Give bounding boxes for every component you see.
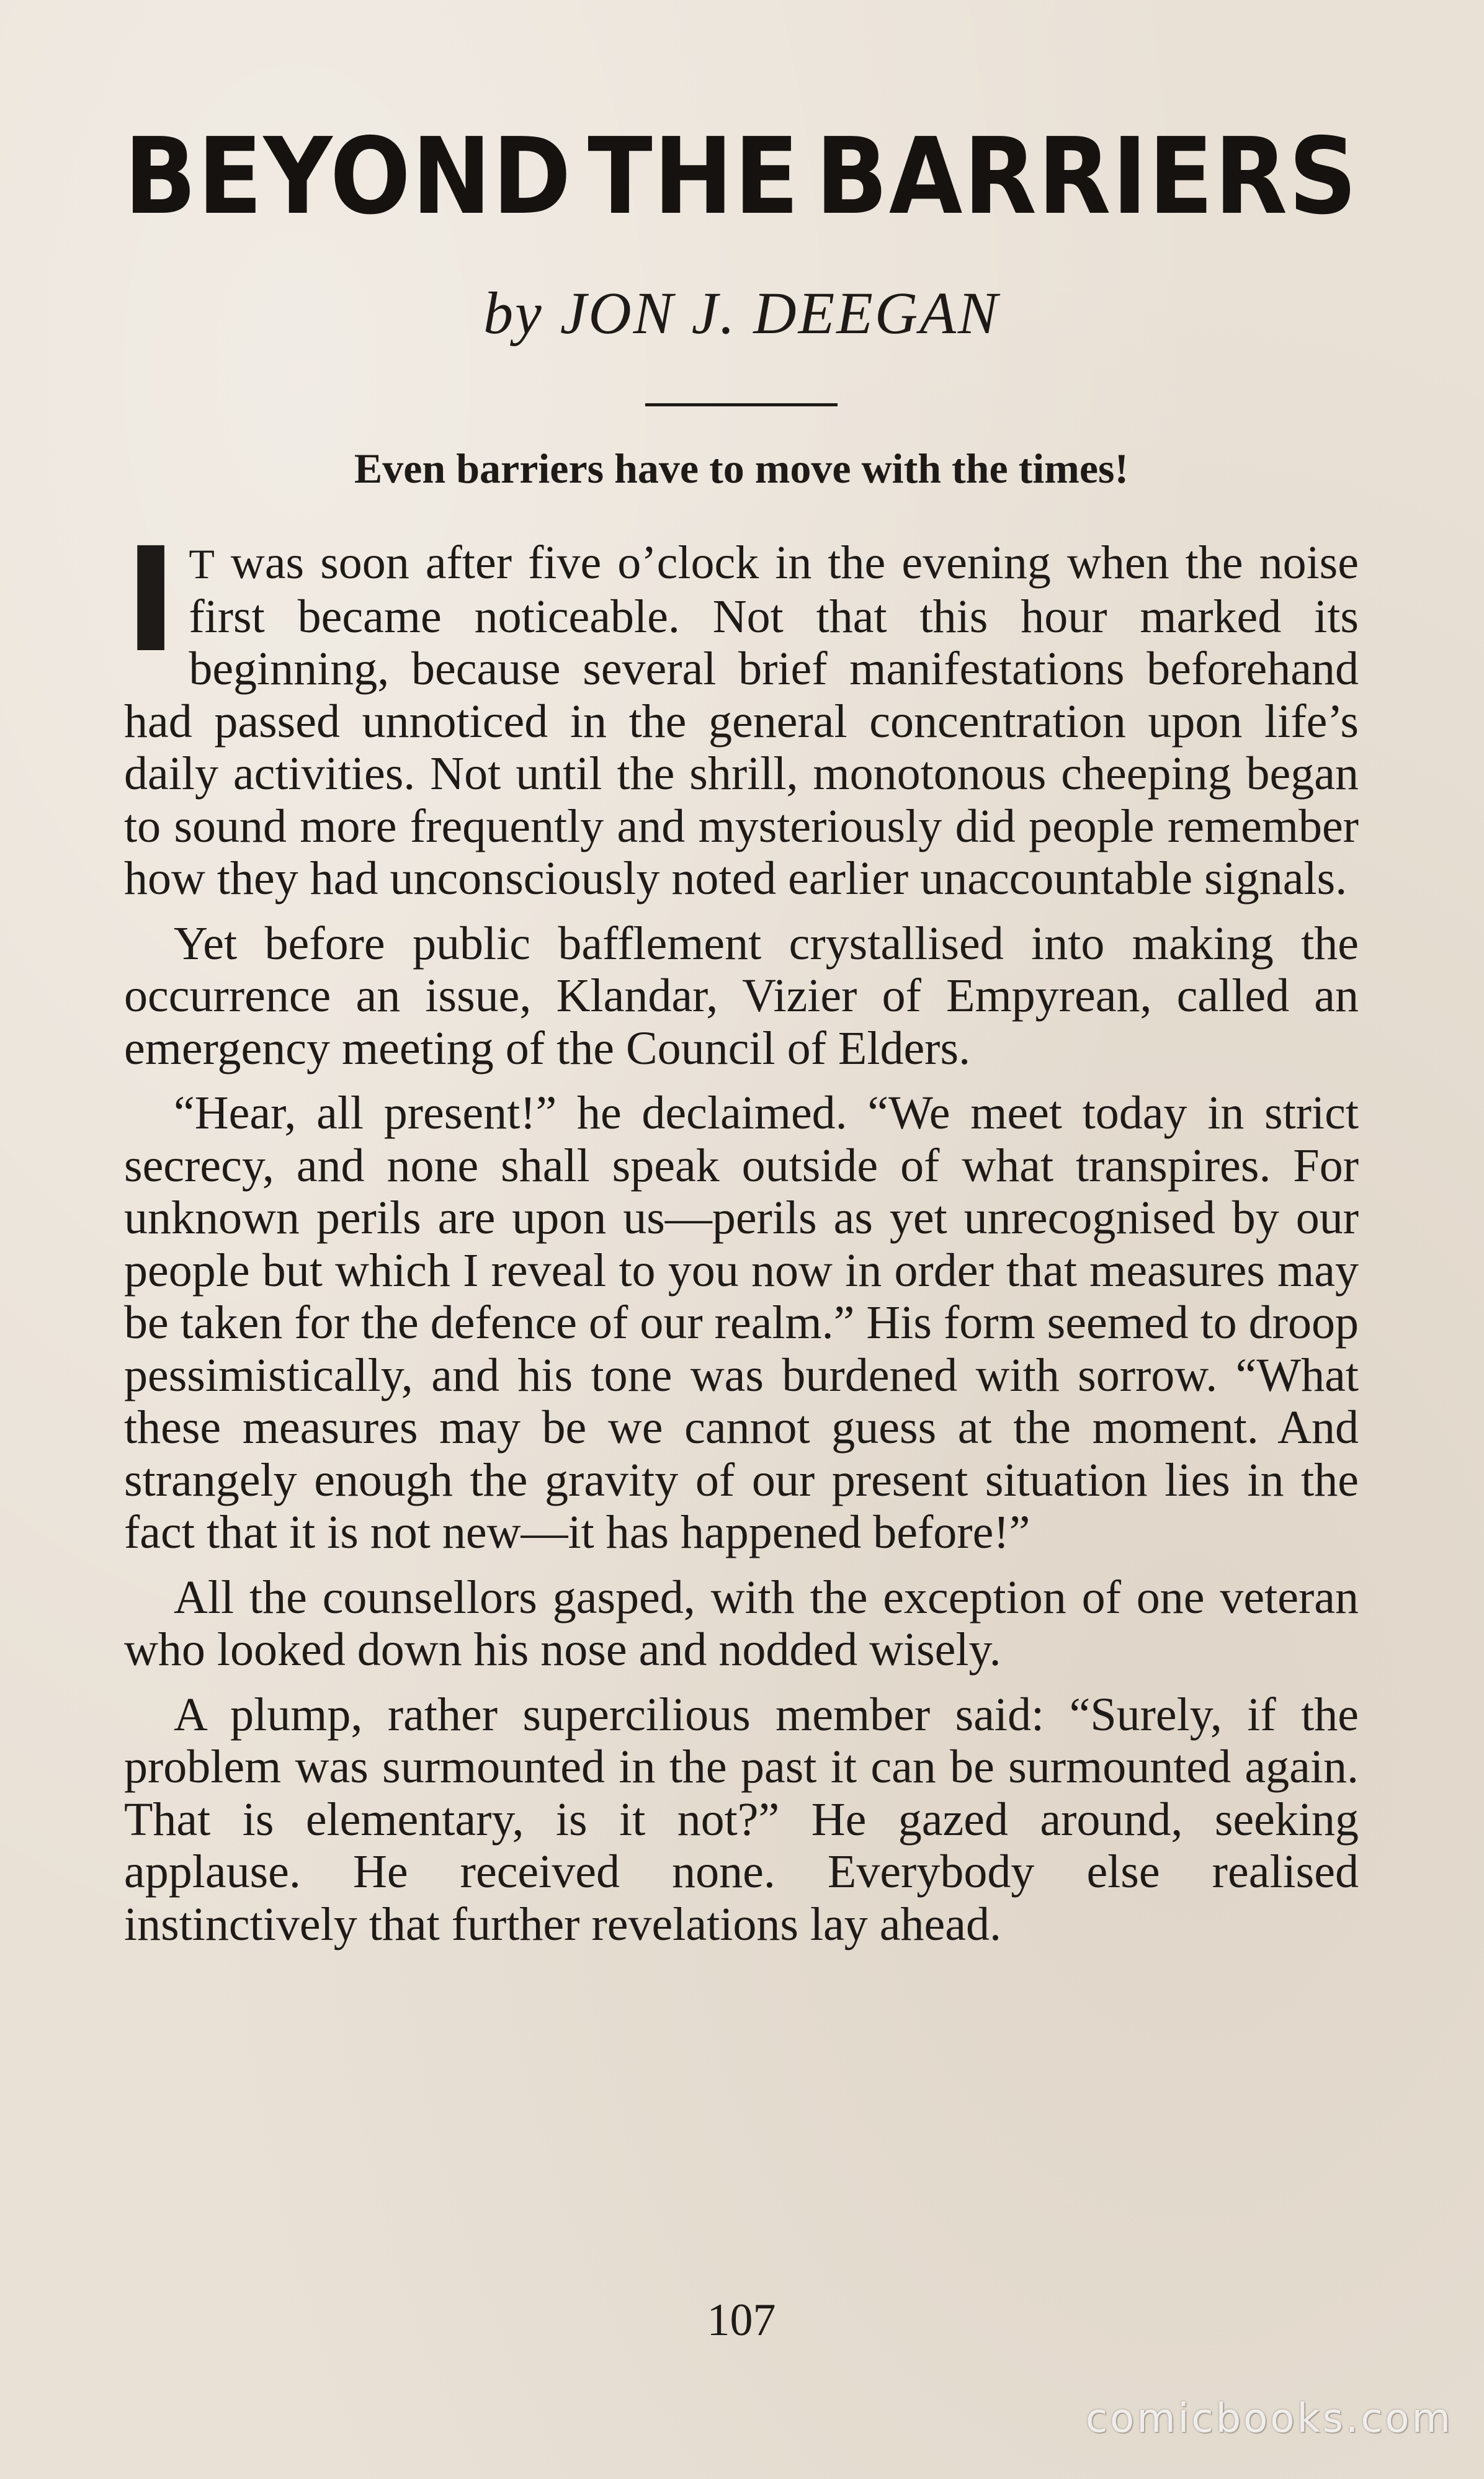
title-word: THE [588, 115, 800, 238]
byline: by JON J. DEEGAN [483, 280, 999, 346]
page-number: 107 [707, 2295, 776, 2346]
paragraph: All the counsellors gasped, with the exception of one veteran who looked down his nose and nodded wisely. [124, 1571, 1359, 1676]
story-body [124, 517, 1359, 1950]
paragraph: “Hear, all present!” he declaimed. “We meet today in strict secrecy, and none shall speak outside of what transpires. For unknown perils are upon us—perils as yet unrecognised by our people but which I reveal to you now in order that measures may be taken for the defence of our realm.” His form seemed to droop pessimistically, and his tone was burdened with sorrow. “What these measures may be we cannot guess at the moment. And strangely enough the gravity of our present situation lies in the fact that it is not new—it has happened before!” [124, 1087, 1359, 1558]
divider-rule [645, 403, 838, 406]
story-page [124, 115, 1359, 2413]
site-watermark: comicbooks.com [1085, 2396, 1453, 2442]
paragraph [124, 517, 1359, 905]
story-title [124, 115, 1358, 238]
paragraph: A plump, rather supercilious member said: “Surely, if the problem was surmounted in the past it can be surmounted again. That is elementary, is it not?” He gazed around, seeking applause. He received none. Everybody else realised instinctively that further revelations lay ahead. [124, 1688, 1359, 1950]
tagline: Even barriers have to move with the times! [354, 445, 1129, 492]
paragraph: Yet before public bafflement crystallised into making the occurrence an issue, Klandar, Vizier of Empyrean, called an emergency meeting of the Council of Elders. [124, 917, 1359, 1074]
paragraph-text: was soon after five o’clock in the evening when the noise first became noticeable. Not that this hour marked its beginning, because several brief manifestations beforehand had passed unnoticed in the general concentration upon life’s daily activities. Not until the shrill, monotonous cheeping began to sound more frequently and mysteriously did people remember how they had unconsciously noted earlier unaccountable signals. [124, 537, 1359, 904]
title-word: BARRIERS [815, 115, 1358, 238]
title-word: BEYOND [124, 115, 573, 238]
lead-letter: T [189, 540, 215, 587]
drop-cap: I [124, 517, 178, 684]
